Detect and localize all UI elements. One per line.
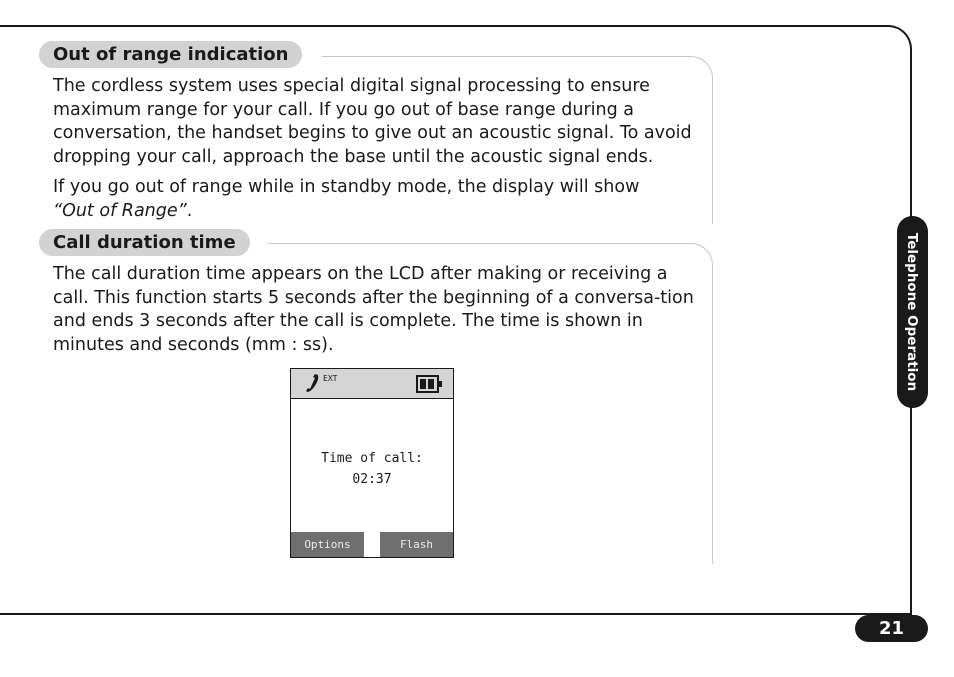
paragraph xyxy=(53,176,703,223)
softkey-options: Options xyxy=(291,532,364,557)
section-divider xyxy=(268,243,688,244)
section-heading: Call duration time xyxy=(39,229,250,256)
softkey-flash: Flash xyxy=(380,532,453,557)
section-divider-vertical xyxy=(712,81,713,224)
section-heading: Out of range indication xyxy=(39,41,302,68)
page-frame-top xyxy=(0,25,890,27)
paragraph: The call duration time appears on the LCD after making or receiving a call. This function starts 5 seconds after the beginning of a conversa-tion and ends 3 seconds after the call is complete. The time is shown in minutes and seconds (mm : ss). xyxy=(53,264,694,355)
display-line-1: Time of call: xyxy=(321,451,423,466)
status-bar xyxy=(291,369,453,399)
ext-label: EXT xyxy=(323,374,338,383)
page-frame-bottom xyxy=(0,613,912,615)
emphasis-suffix: . xyxy=(186,200,193,221)
page-number: 21 xyxy=(855,615,928,642)
display-line-2: 02:37 xyxy=(352,472,392,487)
page-frame-corner xyxy=(868,25,912,69)
section-divider xyxy=(322,56,688,57)
chapter-tab-label: Telephone Operation xyxy=(904,232,920,392)
section-divider-vertical xyxy=(712,268,713,564)
paragraph-text: If you go out of range while in standby mode, the display will show xyxy=(53,177,640,197)
handset-icon xyxy=(303,373,321,393)
paragraph: The cordless system uses special digital signal processing to ensure maximum range for your call. If you go out of base range during a conversation, the handset begins to give out an acoustic signal. To avoid dropping your call, approach the base until the acoustic signal ends. xyxy=(53,76,692,167)
emphasis-text: “Out of Range” xyxy=(53,200,187,221)
handset-display xyxy=(290,368,454,558)
battery-icon xyxy=(416,375,444,393)
